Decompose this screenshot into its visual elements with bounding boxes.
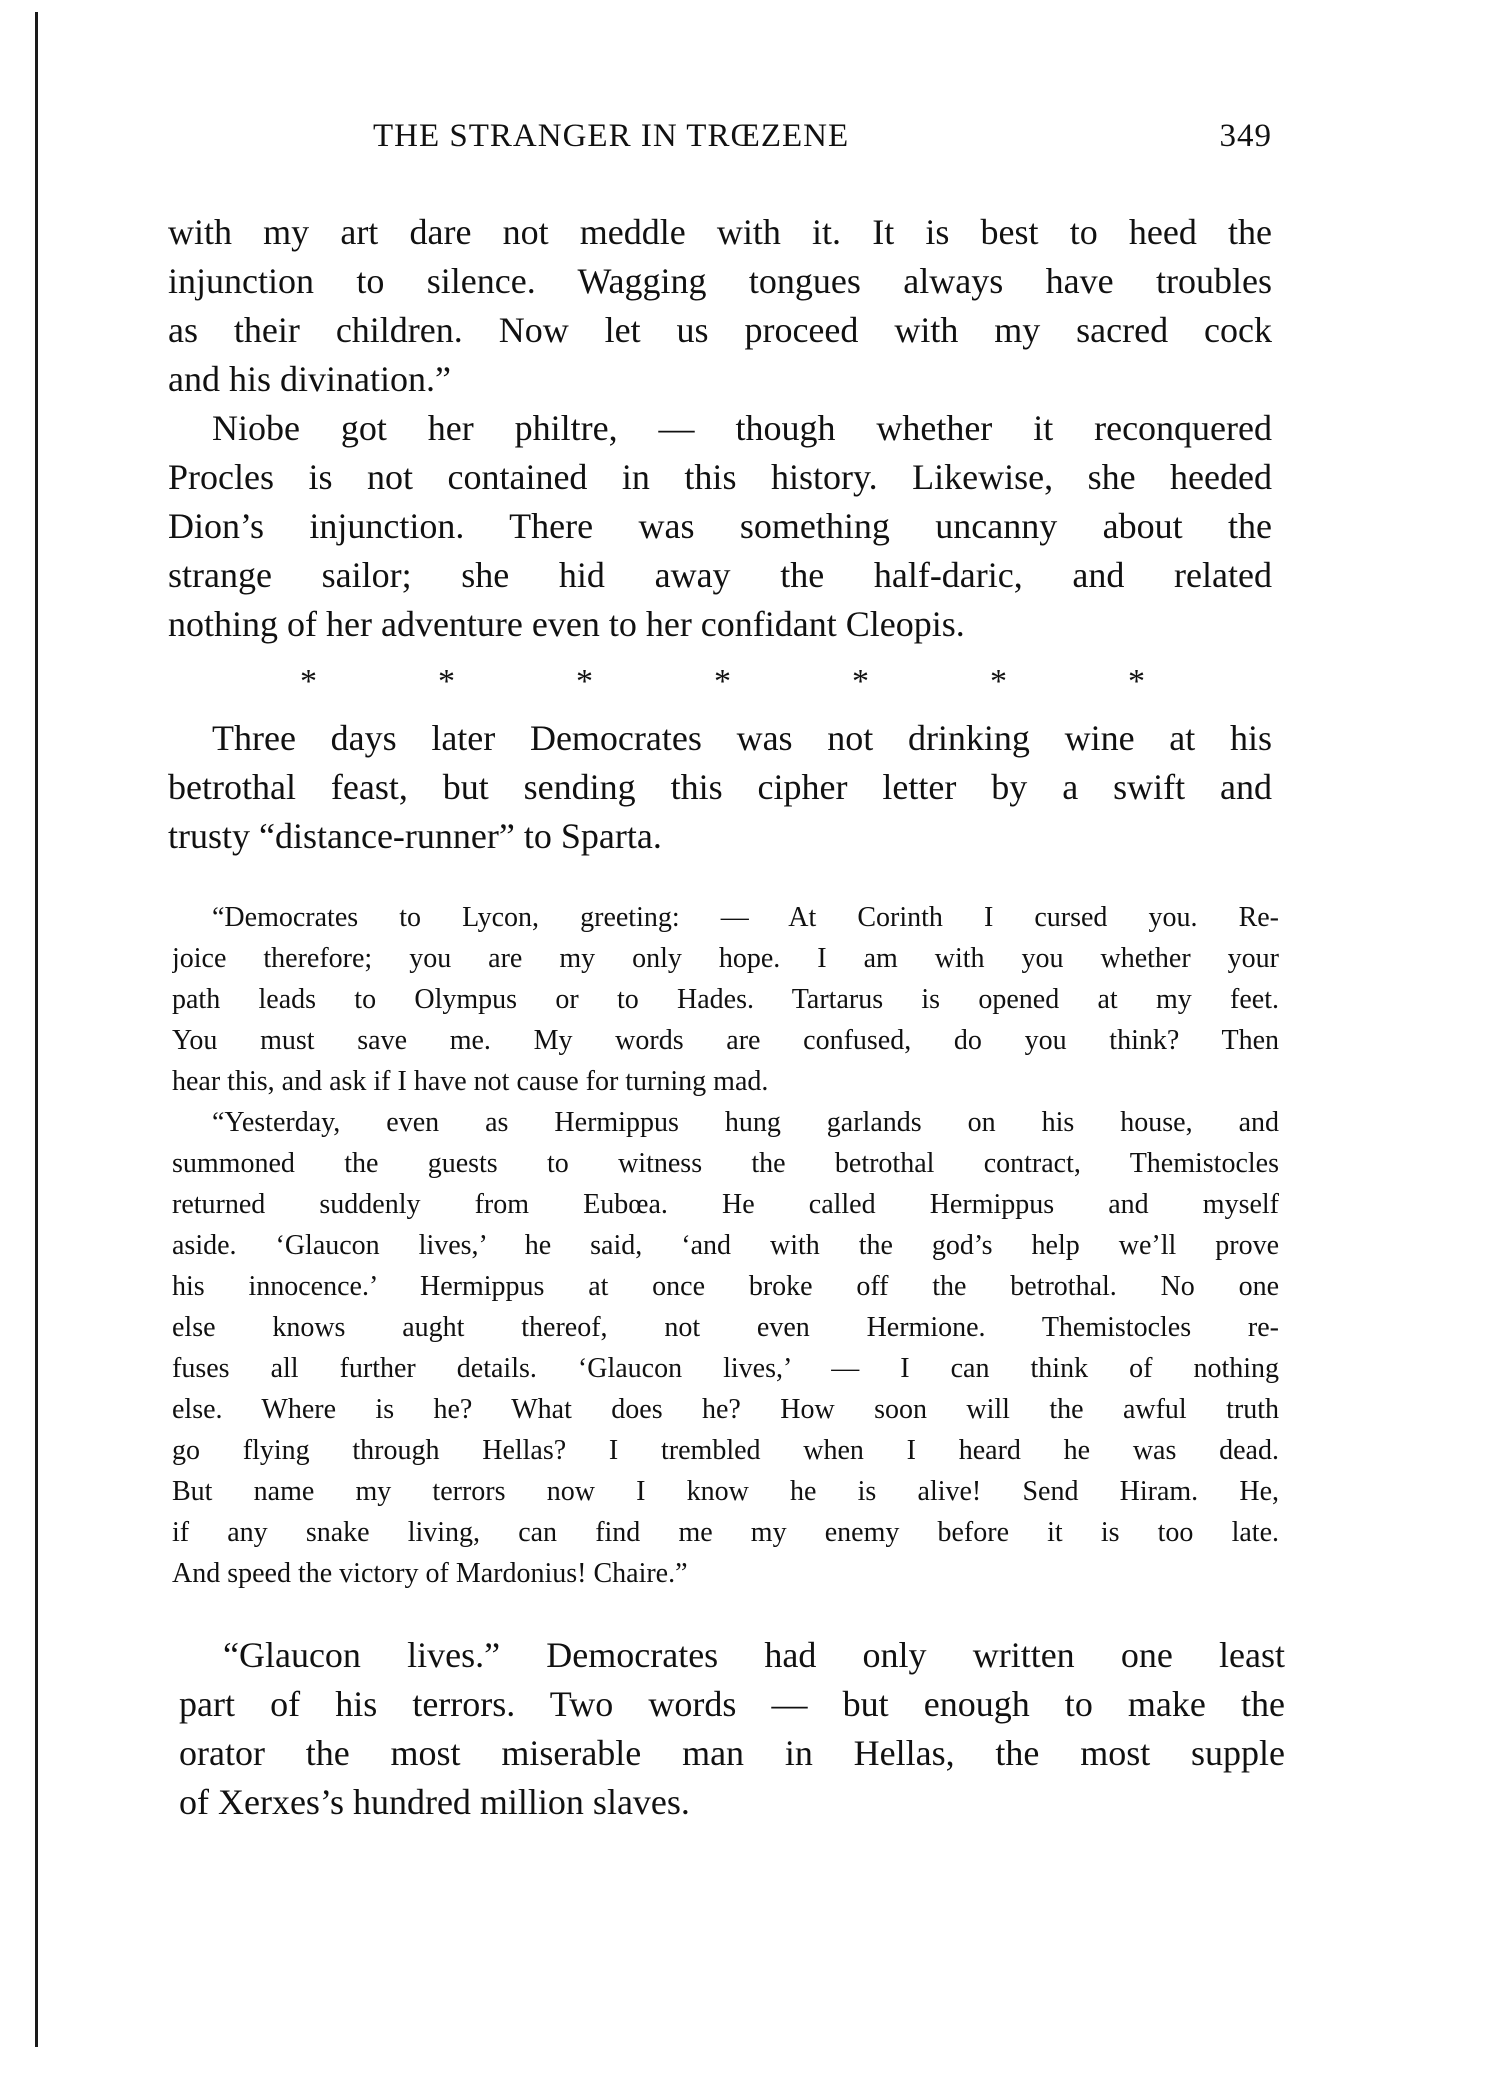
text-line: Niobe got her philtre, — though whether it reconquered xyxy=(212,408,1272,448)
text-line: injunction to silence. Wagging tongues always have troubles xyxy=(168,261,1272,301)
text-line: orator the most miserable man in Hellas, the most supple xyxy=(179,1733,1285,1773)
page-edge-line xyxy=(35,12,38,2047)
text-line: aside. ‘Glaucon lives,’ he said, ‘and with the god’s help we’ll prove xyxy=(172,1230,1279,1261)
cipher-letter xyxy=(172,897,1279,1594)
asterisk: * xyxy=(438,663,455,700)
text-line: Three days later Democrates was not drinking wine at his xyxy=(212,718,1272,758)
text-line: go flying through Hellas? I trembled when I heard he was dead. xyxy=(172,1435,1279,1466)
running-title: THE STRANGER IN TRŒZENE xyxy=(373,118,850,154)
text-line: part of his terrors. Two words — but enough to make the xyxy=(179,1684,1285,1724)
text-line: joice therefore; you are my only hope. I am with you whether your xyxy=(172,943,1279,974)
text-line: else knows aught thereof, not even Hermione. Themistocles re- xyxy=(172,1312,1279,1343)
text-line: Procles is not contained in this history. Likewise, she heeded xyxy=(168,457,1272,497)
text-line: And speed the victory of Mardonius! Chaire.” xyxy=(172,1558,688,1589)
text-line: as their children. Now let us proceed with my sacred cock xyxy=(168,310,1272,350)
text-line: “Democrates to Lycon, greeting: — At Corinth I cursed you. Re- xyxy=(212,902,1279,933)
text-line: of Xerxes’s hundred million slaves. xyxy=(179,1782,690,1822)
text-line: returned suddenly from Eubœa. He called Hermippus and myself xyxy=(172,1189,1279,1220)
page-number: 349 xyxy=(1219,118,1272,154)
paragraph xyxy=(172,897,1279,1102)
asterisk: * xyxy=(300,663,317,700)
final-text xyxy=(179,1631,1285,1827)
running-header xyxy=(168,118,1272,160)
asterisk: * xyxy=(1128,663,1145,700)
asterisk: * xyxy=(990,663,1007,700)
text-line: hear this, and ask if I have not cause for turning mad. xyxy=(172,1066,769,1097)
text-line: “Yesterday, even as Hermippus hung garlands on his house, and xyxy=(212,1107,1279,1138)
text-line: “Glaucon lives.” Democrates had only written one least xyxy=(223,1635,1285,1675)
asterisk: * xyxy=(714,663,731,700)
paragraph xyxy=(168,208,1272,404)
asterisk: * xyxy=(576,663,593,700)
text-line: if any snake living, can find me my enemy before it is too late. xyxy=(172,1517,1279,1548)
text-line: You must save me. My words are confused, do you think? Then xyxy=(172,1025,1279,1056)
text-line: trusty “distance-runner” to Sparta. xyxy=(168,816,662,856)
text-line: his innocence.’ Hermippus at once broke off the betrothal. No one xyxy=(172,1271,1279,1302)
text-line: But name my terrors now I know he is alive! Send Hiram. He, xyxy=(172,1476,1279,1507)
text-line: strange sailor; she hid away the half-daric, and related xyxy=(168,555,1272,595)
text-line: betrothal feast, but sending this cipher letter by a swift and xyxy=(168,767,1272,807)
text-line: fuses all further details. ‘Glaucon lives,’ — I can think of nothing xyxy=(172,1353,1279,1384)
paragraph xyxy=(168,404,1272,649)
section-break xyxy=(300,660,1145,704)
asterisk: * xyxy=(852,663,869,700)
text-line: Dion’s injunction. There was something uncanny about the xyxy=(168,506,1272,546)
text-line: summoned the guests to witness the betrothal contract, Themistocles xyxy=(172,1148,1279,1179)
paragraph xyxy=(168,714,1272,861)
text-line: path leads to Olympus or to Hades. Tartarus is opened at my feet. xyxy=(172,984,1279,1015)
text-line: with my art dare not meddle with it. It is best to heed the xyxy=(168,212,1272,252)
paragraph xyxy=(179,1631,1285,1827)
text-line: nothing of her adventure even to her confidant Cleopis. xyxy=(168,604,965,644)
text-line: else. Where is he? What does he? How soon will the awful truth xyxy=(172,1394,1279,1425)
paragraph xyxy=(172,1102,1279,1594)
top-text xyxy=(168,208,1272,649)
text-line: and his divination.” xyxy=(168,359,451,399)
middle-text xyxy=(168,714,1272,861)
